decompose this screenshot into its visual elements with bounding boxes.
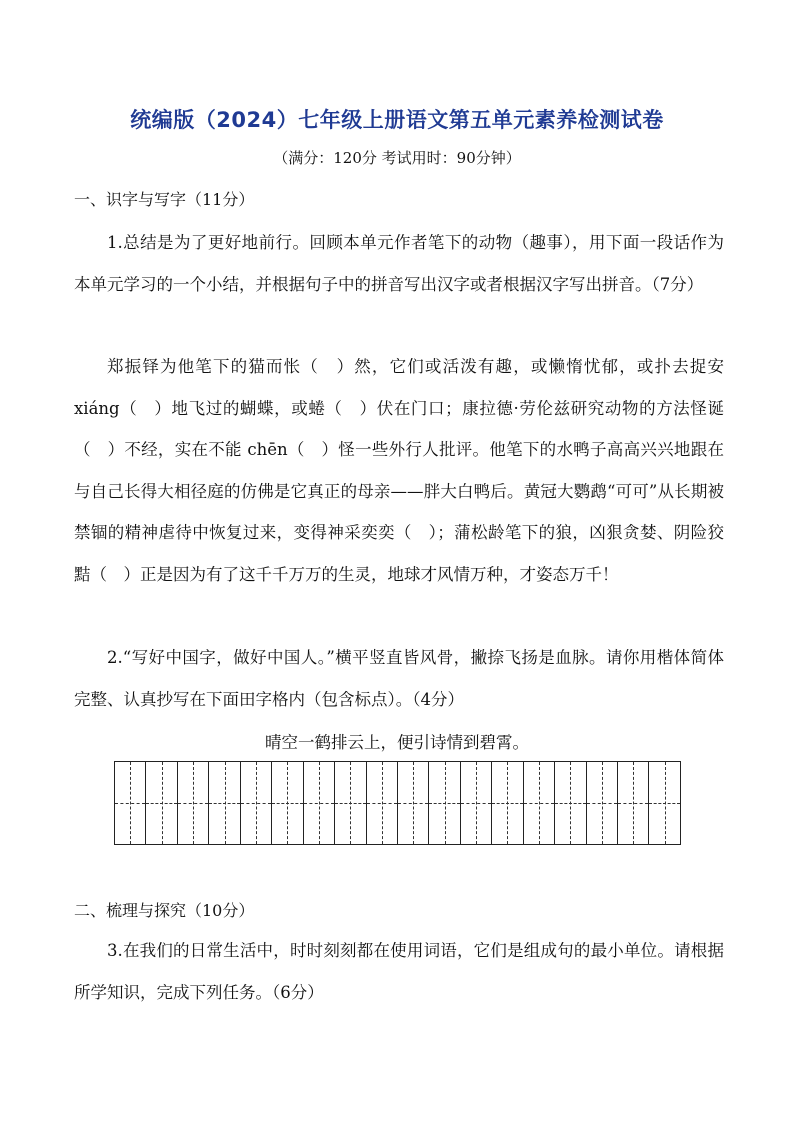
copy-sentence: 晴空一鹤排云上，便引诗情到碧霄。 [265,733,529,752]
grid-cell[interactable] [209,762,240,844]
grid-cell[interactable] [429,762,460,844]
grid-cell[interactable] [115,762,146,844]
grid-cell[interactable] [146,762,177,844]
grid-cell[interactable] [492,762,523,844]
question-1-passage: 郑振铎为他笔下的猫而怅（ ）然，它们或活泼有趣，或懒惰忧郁，或扑去捉安 xiáng（ ）地飞过的蝴蝶，或蜷（ ）伏在门口；康拉德·劳伦兹研究动物的方法怪诞（ ）不经，实在不能 chēn（ ）怪一些外行人批评。他笔下的水鸭子高高兴兴地跟在与自己长得大相径庭的仿佛是它真正的母亲——胖大白鸭后。黄冠大鹦鹉“可可”从长期被禁锢的精神虐待中恢复过来，变得神采奕奕（ ）；蒲松龄笔下的狼，凶狠贪婪、阴险狡黠（ ）正是因为有了这千千万万的生灵，地球才风情万种，才姿态万千！ [74,357,724,584]
exam-title: 统编版（2024）七年级上册语文第五单元素养检测试卷 [130,108,664,132]
section-2-heading: 二、梳理与探究（10分） [74,901,255,920]
grid-cell[interactable] [649,762,679,844]
question-2-intro: 2.“写好中国字，做好中国人。”横平竖直皆风骨，撇捺飞扬是血脉。请你用楷体简体完整、认真抄写在下面田字格内（包含标点）。（4分） [74,648,724,709]
grid-cell[interactable] [461,762,492,844]
grid-cell[interactable] [587,762,618,844]
grid-cell[interactable] [304,762,335,844]
exam-subtitle: （满分：120分 考试用时：90分钟） [273,149,521,167]
question-1-intro: 1.总结是为了更好地前行。回顾本单元作者笔下的动物（趣事），用下面一段话作为本单元学习的一个小结，并根据句子中的拼音写出汉字或者根据汉字写出拼音。（7分） [74,233,724,294]
grid-cell[interactable] [618,762,649,844]
section-1-heading: 一、识字与写字（11分） [74,190,255,209]
grid-cell[interactable] [241,762,272,844]
grid-cell[interactable] [335,762,366,844]
grid-cell[interactable] [178,762,209,844]
grid-cell[interactable] [524,762,555,844]
grid-cell[interactable] [272,762,303,844]
grid-cell[interactable] [398,762,429,844]
tianzige-writing-grid[interactable] [114,761,681,845]
grid-cell[interactable] [367,762,398,844]
grid-cell[interactable] [555,762,586,844]
question-3-intro: 3.在我们的日常生活中，时时刻刻都在使用词语，它们是组成句的最小单位。请根据所学知识，完成下列任务。（6分） [74,941,724,1002]
